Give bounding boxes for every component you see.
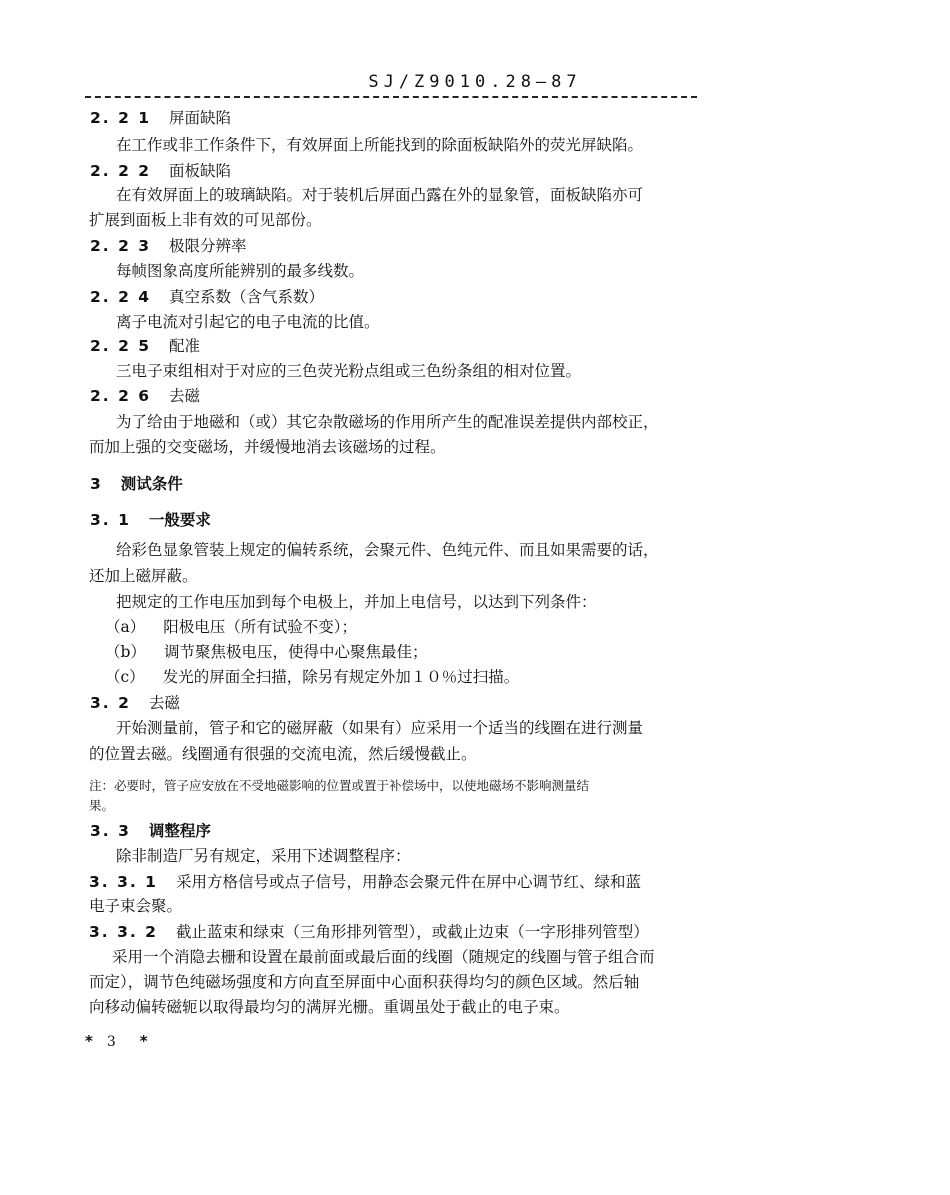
section-3-3-1-line: 电子束会聚。 bbox=[89, 897, 183, 915]
section-3-3-2-line: 而定），调节色纯磁场强度和方向直至屏面中心面积获得均匀的颜色区域。然后轴 bbox=[89, 973, 640, 991]
section-3-1-para-line: 把规定的工作电压加到每个电极上，并加上电信号，以达到下列条件： bbox=[116, 593, 597, 611]
item-2-23-title: 极限分辨率 bbox=[169, 237, 247, 255]
section-3-2-title: 去磁 bbox=[148, 694, 180, 712]
page-number: 3 bbox=[106, 1034, 116, 1050]
section-3-3-2-line: 采用一个消隐去栅和设置在最前面或最后面的线圈（随规定的线圈与管子组合而 bbox=[112, 948, 655, 966]
section-3-2-note-line: 果。 bbox=[89, 798, 115, 813]
item-2-21-heading bbox=[90, 108, 231, 128]
section-3-3-2-text: 截止蓝束和绿束（三角形排列管型），或截止边束（一字形排列管型） bbox=[175, 923, 649, 941]
condition-label: （c） bbox=[105, 668, 145, 686]
section-3-heading bbox=[90, 474, 183, 494]
condition-list-item bbox=[105, 667, 519, 687]
item-2-21-body-line: 在工作或非工作条件下，有效屏面上所能找到的除面板缺陷外的荧光屏缺陷。 bbox=[116, 136, 644, 154]
section-3-3-1-text: 采用方格信号或点子信号，用静态会聚元件在屏中心调节红、绿和蓝 bbox=[175, 873, 641, 891]
section-3-2-body-line: 的位置去磁。线圈通有很强的交流电流，然后缓慢截止。 bbox=[89, 745, 477, 763]
section-3-3-intro: 除非制造厂另有规定，采用下述调整程序： bbox=[116, 847, 411, 865]
section-3-3-number: 3. 3 bbox=[90, 822, 131, 840]
item-2-23-heading bbox=[90, 236, 247, 256]
item-2-22-body-line: 扩展到面板上非有效的可见部份。 bbox=[89, 211, 322, 229]
section-3-2-number: 3. 2 bbox=[90, 694, 131, 712]
condition-text: 调节聚焦极电压，使得中心聚焦最佳； bbox=[163, 643, 428, 661]
section-3-3-2-line: 向移动偏转磁轭以取得最均匀的满屏光栅。重调虽处于截止的电子束。 bbox=[89, 998, 570, 1016]
section-3-3-1-number: 3. 3. 1 bbox=[89, 873, 158, 891]
item-2-23-body-line: 每帧图象高度所能辨别的最多线数。 bbox=[116, 262, 365, 280]
header-rule bbox=[85, 96, 697, 98]
item-2-22-body-line: 在有效屏面上的玻璃缺陷。对于装机后屏面凸露在外的显象管，面板缺陷亦可 bbox=[116, 186, 644, 204]
standard-code-header: SJ/Z9010.28—87 bbox=[368, 72, 582, 92]
section-3-2-heading bbox=[90, 693, 180, 713]
condition-text: 阳极电压（所有试验不变）； bbox=[163, 618, 358, 636]
condition-list-item bbox=[105, 642, 427, 662]
item-2-24-title: 真空系数（含气系数） bbox=[169, 288, 325, 306]
item-2-24-body-line: 离子电流对引起它的电子电流的比值。 bbox=[116, 313, 380, 331]
section-3-3-heading bbox=[90, 821, 211, 841]
item-2-26-heading bbox=[90, 386, 200, 406]
section-3-2-body-line: 开始测量前，管子和它的磁屏蔽（如果有）应采用一个适当的线圈在进行测量 bbox=[116, 719, 644, 737]
item-2-25-heading bbox=[90, 336, 200, 356]
section-3-1-heading bbox=[90, 510, 211, 530]
item-2-25-title: 配准 bbox=[169, 337, 201, 355]
item-2-24-heading bbox=[90, 287, 324, 307]
condition-list-item bbox=[105, 617, 357, 637]
item-2-26-number: 2. 2 6 bbox=[90, 387, 152, 405]
item-2-26-body-line: 而加上强的交变磁场，并缓慢地消去该磁场的过程。 bbox=[89, 438, 446, 456]
item-2-24-number: 2. 2 4 bbox=[90, 288, 152, 306]
section-3-1-number: 3. 1 bbox=[90, 511, 131, 529]
item-2-22-heading bbox=[90, 161, 231, 181]
item-2-22-number: 2. 2 2 bbox=[90, 162, 152, 180]
section-3-3-2-number: 3. 3. 2 bbox=[89, 923, 158, 941]
item-2-21-title: 屏面缺陷 bbox=[169, 109, 232, 127]
star-mark: * bbox=[85, 1032, 93, 1050]
section-3-title: 测试条件 bbox=[120, 474, 183, 493]
item-2-26-title: 去磁 bbox=[169, 387, 201, 405]
section-3-1-para-line: 给彩色显象管装上规定的偏转系统，会聚元件、色纯元件、而且如果需要的话， bbox=[116, 541, 659, 559]
item-2-23-number: 2. 2 3 bbox=[90, 237, 152, 255]
item-2-25-number: 2. 2 5 bbox=[90, 337, 152, 355]
item-2-22-title: 面板缺陷 bbox=[169, 162, 232, 180]
condition-label: （b） bbox=[105, 643, 146, 661]
section-3-3-title: 调整程序 bbox=[148, 821, 211, 840]
section-3-3-2-line bbox=[89, 922, 649, 942]
item-2-26-body-line: 为了给由于地磁和（或）其它杂散磁场的作用所产生的配准误差提供内部校正， bbox=[116, 413, 659, 431]
item-2-25-body-line: 三电子束组相对于对应的三色荧光粉点组或三色纷条组的相对位置。 bbox=[116, 362, 582, 380]
section-3-1-title: 一般要求 bbox=[148, 510, 211, 529]
star-mark: * bbox=[139, 1032, 148, 1050]
condition-text: 发光的屏面全扫描，除另有规定外加１０％过扫描。 bbox=[162, 668, 520, 686]
section-3-3-1-line bbox=[89, 872, 641, 892]
condition-label: （a） bbox=[105, 618, 146, 636]
section-3-1-para-line: 还加上磁屏蔽。 bbox=[89, 567, 198, 585]
item-2-21-number: 2. 2 1 bbox=[90, 109, 152, 127]
section-3-2-note-line: 注：必要时，管子应安放在不受地磁影响的位置或置于补偿场中，以使地磁场不影响测量结 bbox=[89, 778, 590, 793]
section-3-number: 3 bbox=[90, 475, 103, 493]
page-number-footer bbox=[85, 1032, 148, 1050]
